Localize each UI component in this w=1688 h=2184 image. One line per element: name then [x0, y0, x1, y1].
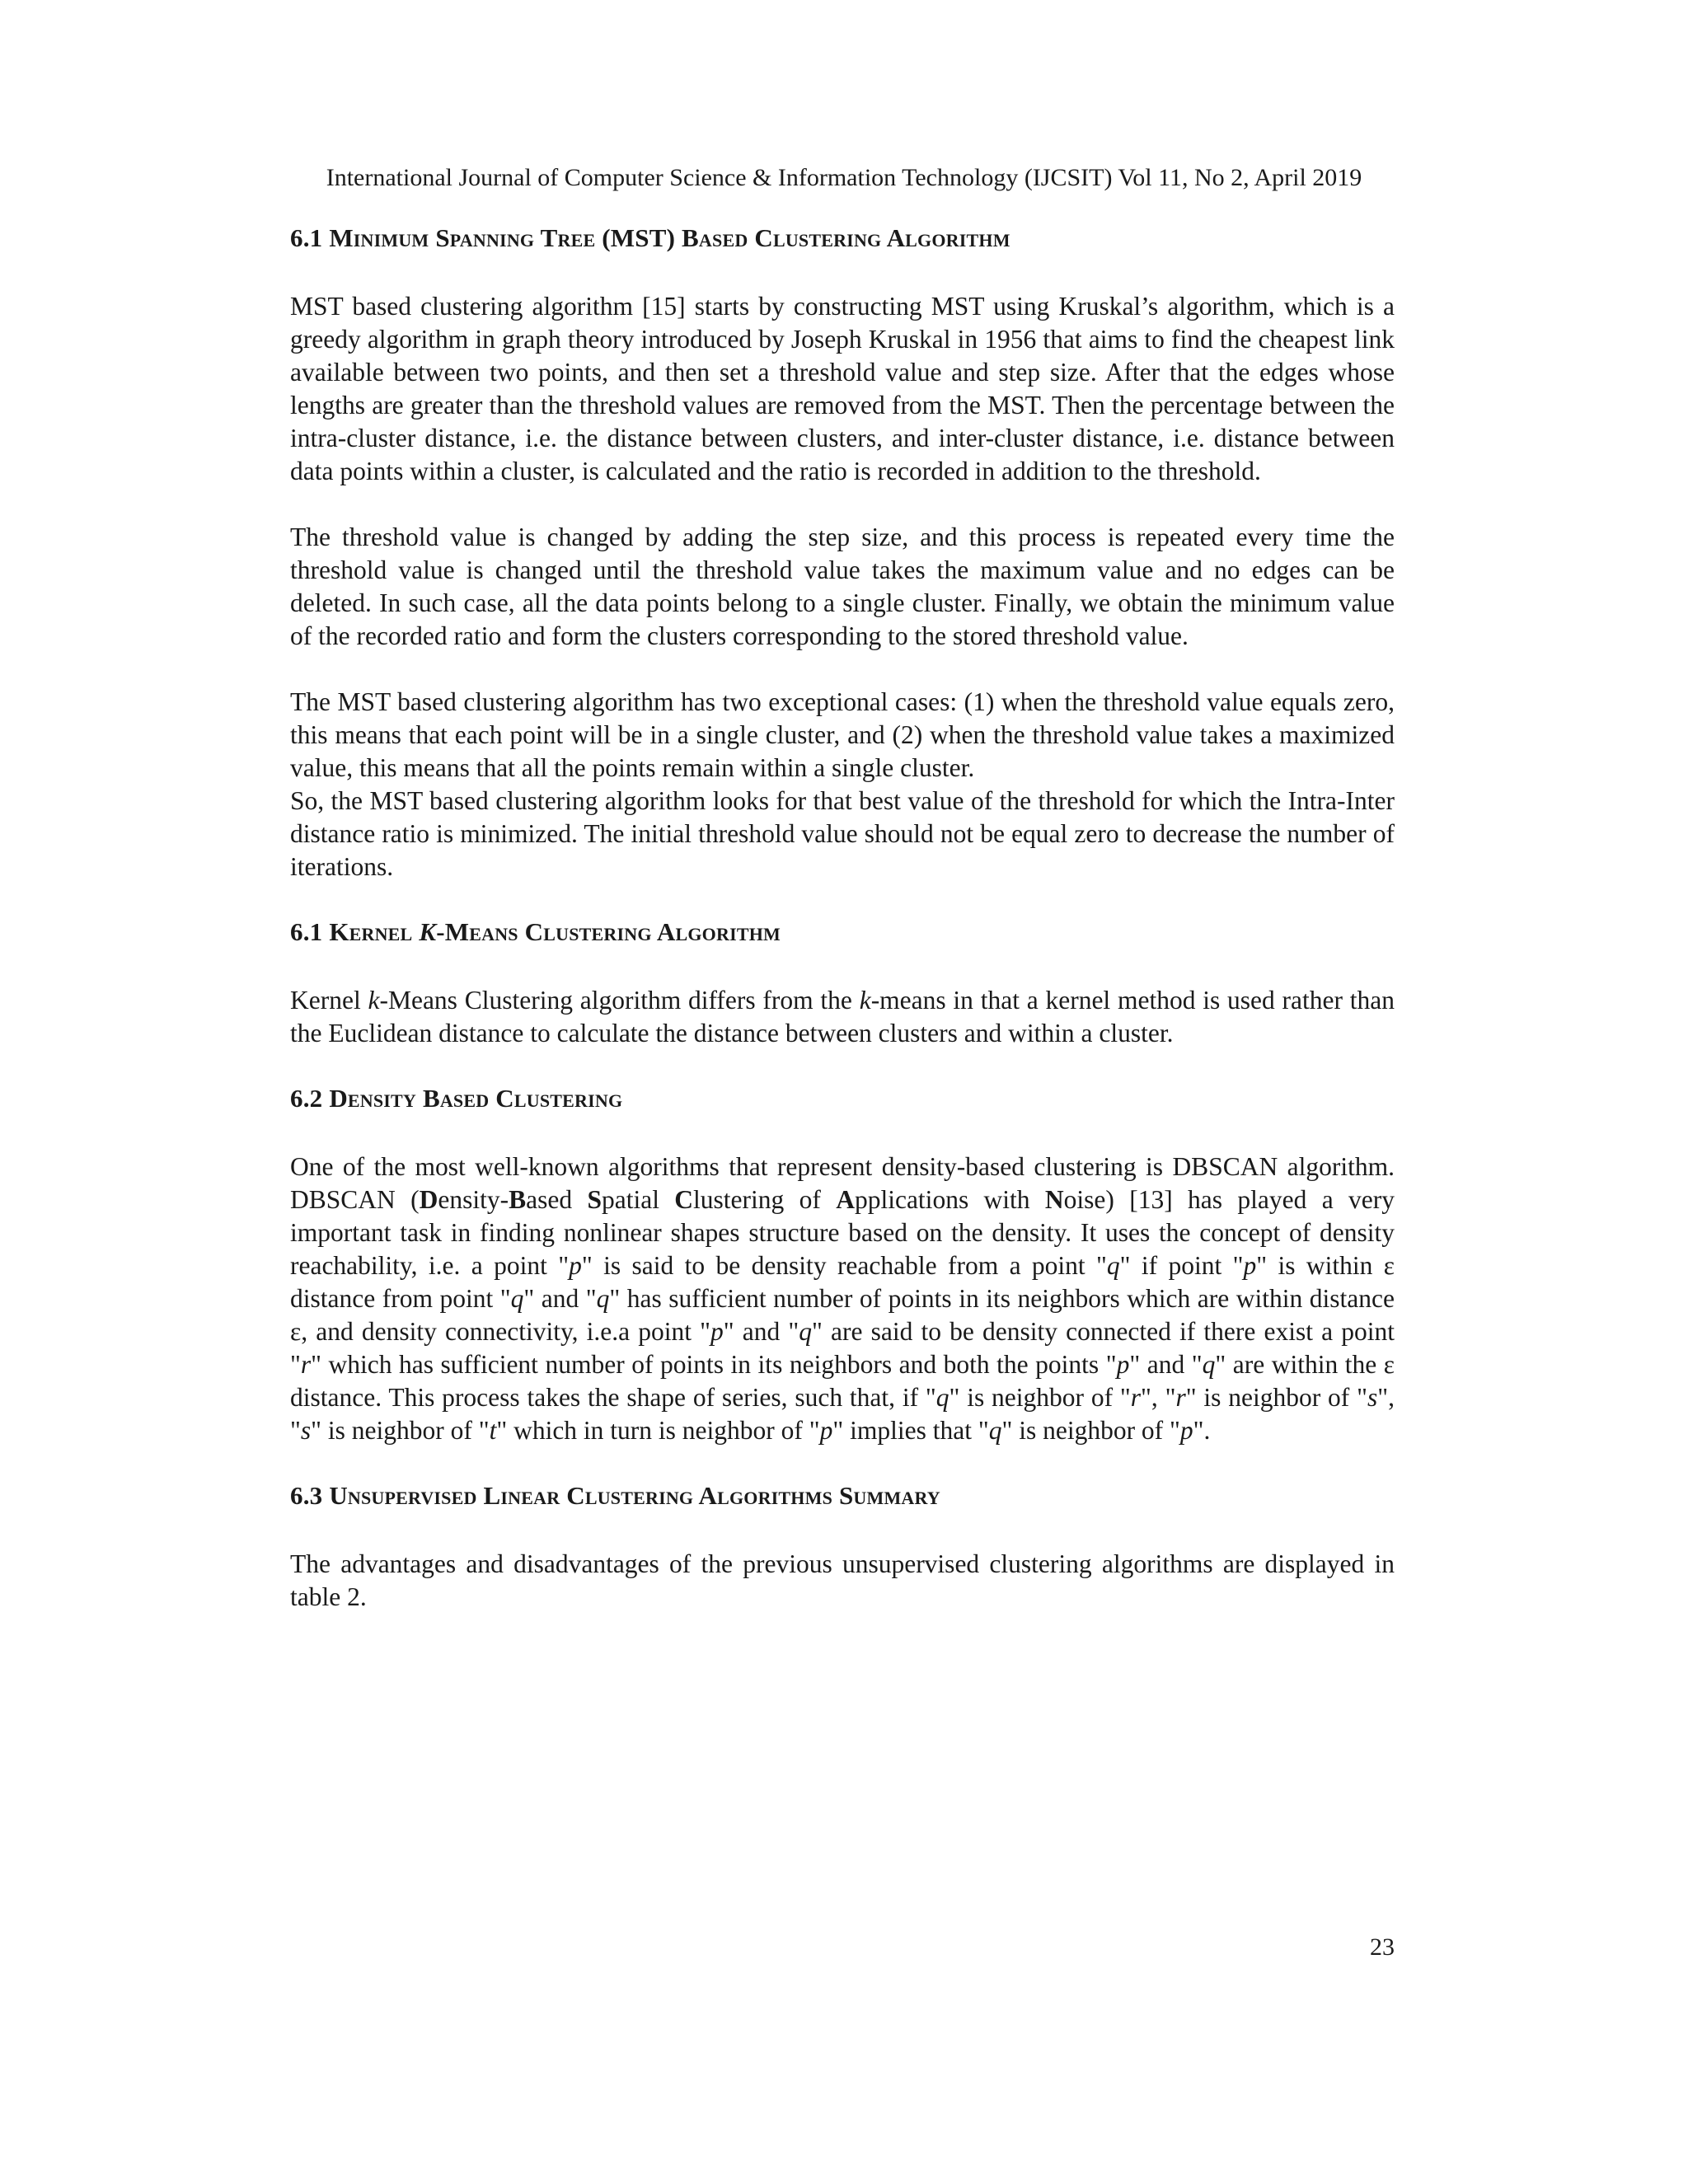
var-p: p [819, 1416, 833, 1445]
var-r: r [1130, 1383, 1142, 1412]
text-run: " is neighbor of " [949, 1383, 1131, 1412]
text-run: " and " [523, 1284, 597, 1313]
acronym-letter: A [836, 1185, 855, 1214]
text-run: " if point " [1119, 1251, 1244, 1280]
acronym-letter: D [419, 1185, 438, 1214]
text-run: pplications with [854, 1185, 1045, 1214]
paragraph-summary-1: The advantages and disadvantages of the previous unsupervised clustering algorithms are displayed in table 2. [290, 1549, 1395, 1611]
var-q: q [935, 1383, 950, 1412]
italic-k: k [859, 986, 871, 1015]
page-body [290, 223, 1395, 1614]
var-s: s [300, 1416, 312, 1445]
text-run: " is said to be density reachable from a point " [581, 1251, 1107, 1280]
section-title-part: -Means Clustering Algorithm [436, 917, 781, 946]
section-title: Minimum Spanning Tree (MST) Based Clustering Algorithm [329, 223, 1010, 252]
var-r: r [300, 1350, 312, 1379]
text-run: ) [13] has played a very important task in finding nonlinear shapes structure based on the density. It uses the concept of density reachability, i.e. a point " [290, 1185, 1395, 1280]
text-run: One of the most well-known algorithms that represent density-based clustering is DBSCAN algorithm. DBSCAN ( [290, 1152, 1395, 1214]
var-q: q [1202, 1350, 1216, 1379]
text-run: " has sufficient number of points in its neighbors which are within distance ε, and density connectivity, i.e.a point " [290, 1284, 1395, 1346]
section-heading-density [290, 1083, 1395, 1114]
acronym-letter: N [1044, 1185, 1064, 1214]
var-q: q [988, 1416, 1002, 1445]
text-run: " and " [1129, 1350, 1203, 1379]
running-header: International Journal of Computer Science & Information Technology (IJCSIT) Vol 11, No 2, April 2019 [326, 164, 1362, 191]
page-number: 23 [1370, 1933, 1395, 1961]
section-number: 6.2 [290, 1084, 323, 1113]
section-title-italic-k: K [419, 917, 437, 946]
text-run: -means in that a kernel method is used rather than the Euclidean distance to calculate the distance between clusters and within a cluster. [290, 986, 1395, 1047]
paragraph-mst-3: The MST based clustering algorithm has two exceptional cases: (1) when the threshold value equals zero, this means that each point will be in a single cluster, and (2) when the threshold value takes a maximized value, this means that all the points remain within a single cluster. [290, 687, 1395, 782]
text-run: " are said to be density connected if there exist a point " [290, 1317, 1395, 1379]
text-run: patial [601, 1185, 675, 1214]
var-q: q [596, 1284, 610, 1313]
var-q: q [799, 1317, 813, 1346]
text-run: " are within the ε distance. This process takes the shape of series, such that, if " [290, 1350, 1395, 1412]
italic-k: k [368, 986, 380, 1015]
var-q: q [1106, 1251, 1120, 1280]
text-run: " which in turn is neighbor of " [496, 1416, 820, 1445]
text-run: lustering of [693, 1185, 837, 1214]
acronym-letter: C [674, 1185, 694, 1214]
section-heading-kernel [290, 916, 1395, 948]
var-r: r [1175, 1383, 1186, 1412]
text-run: ", " [1141, 1383, 1176, 1412]
paragraph-kernel-1 [290, 984, 1395, 1050]
text-run: " and " [723, 1317, 799, 1346]
text-run: " which has sufficient number of points in its neighbors and both the points " [311, 1350, 1117, 1379]
text-run: oise [1063, 1185, 1106, 1214]
var-t: t [489, 1416, 497, 1445]
var-p: p [710, 1317, 724, 1346]
text-run: " is within ε distance from point " [290, 1251, 1395, 1313]
paragraph-mst-1: MST based clustering algorithm [15] starts by constructing MST using Kruskal’s algorithm, which is a greedy algorithm in graph theory introduced by Joseph Kruskal in 1956 that aims to find the cheapest link available between two points, and then set a threshold value and step size. After that the edges whose lengths are greater than the threshold values are removed from the MST. Then the percentage between the intra-cluster distance, i.e. the distance between clusters, and inter-cluster distance, i.e. distance between data points within a cluster, is calculated and the ratio is recorded in addition to the threshold. [290, 292, 1395, 485]
var-p: p [1116, 1350, 1130, 1379]
paragraph-density-1 [290, 1151, 1395, 1447]
acronym-letter: B [509, 1185, 527, 1214]
var-s: s [1367, 1383, 1378, 1412]
var-p: p [569, 1251, 582, 1280]
text-run: ensity- [438, 1185, 509, 1214]
section-number: 6.1 [290, 223, 323, 252]
var-p: p [1179, 1416, 1193, 1445]
section-number: 6.1 [290, 917, 323, 946]
text-run: ased [526, 1185, 588, 1214]
section-title-part: Kernel [329, 917, 420, 946]
paragraph-mst-2: The threshold value is changed by adding the step size, and this process is repeated every time the threshold value is changed until the threshold value takes the maximum value and no edges can be deleted. In such case, all the data points belong to a single cluster. Finally, we obtain the minimum value of the recorded ratio and form the clusters corresponding to the stored threshold value. [290, 523, 1395, 650]
var-q: q [510, 1284, 524, 1313]
text-run: " is neighbor of " [1185, 1383, 1367, 1412]
section-heading-summary [290, 1480, 1395, 1511]
text-run: ", " [290, 1383, 1395, 1445]
section-heading-mst [290, 223, 1395, 254]
var-p: p [1243, 1251, 1257, 1280]
text-run: ". [1193, 1416, 1211, 1445]
text-run: " implies that " [832, 1416, 989, 1445]
section-title: Density Based Clustering [329, 1084, 623, 1113]
paragraph-mst-4: So, the MST based clustering algorithm looks for that best value of the threshold for which the Intra-Inter distance ratio is minimized. The initial threshold value should not be equal zero to decrease the number of iterations. [290, 786, 1395, 881]
text-run: " is neighbor of " [311, 1416, 490, 1445]
section-title: Unsupervised Linear Clustering Algorithms Summary [329, 1481, 940, 1510]
text-run: -Means Clustering algorithm differs from the [379, 986, 860, 1015]
text-run: Kernel [290, 986, 368, 1015]
section-number: 6.3 [290, 1481, 323, 1510]
acronym-letter: S [587, 1185, 602, 1214]
text-run: " is neighbor of " [1001, 1416, 1180, 1445]
